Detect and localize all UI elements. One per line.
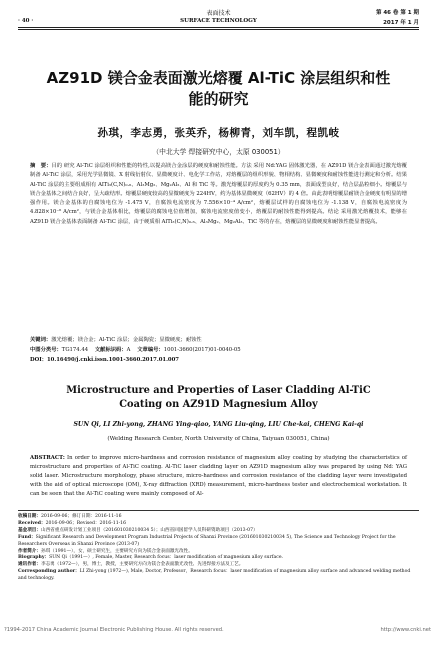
corresponding-cn-label: 通讯作者：	[18, 562, 41, 568]
received-en	[18, 521, 419, 528]
journal-name-cn: 表面技术	[206, 10, 231, 17]
volume-issue: 第 46 卷 第 1 期	[375, 10, 419, 16]
corresponding-en-label: Corresponding author：	[18, 569, 80, 575]
abstract-cn-label: 摘 要：	[30, 163, 52, 169]
corresponding-cn-value: 李志勇（1972—），男，博士，教授，主要研究方向为镁合金表面激光改性、先进焊接方法及工艺。	[40, 562, 244, 568]
copyright-watermark: ?1994-2017 China Academic Journal Electronic Publishing House. All rights reserved.	[4, 627, 224, 633]
footnote-rule	[18, 510, 419, 511]
cnki-link[interactable]: http://www.cnki.net	[380, 627, 431, 633]
corresponding-en	[18, 569, 419, 583]
classification-line	[30, 346, 407, 355]
authors-en: SUN Qi, LI Zhi-yong, ZHANG Ying-qiao, YANG Liu-qing, LIU Che-kai, CHENG Kai-qi	[73, 421, 364, 428]
doi-line	[30, 356, 407, 365]
issue-date: 2017 年 1 月	[383, 20, 419, 26]
article-no-label: 文章编号：	[137, 347, 164, 353]
keywords-cn	[30, 336, 407, 345]
page-number: · 40 ·	[18, 18, 34, 24]
doc-code-value: A	[126, 347, 131, 353]
received-en-value: 2016-09-06；Revised：2016-11-16	[45, 520, 127, 526]
received-cn-value: 2016-09-06；修订日期：2016-11-16	[40, 514, 122, 519]
fund-en-value: Significant Research and Development Program Industrial Projects of Shanxi Province (201601030210034 5), The Science and Technology Project for the Researchers Overseas in Shanxi Province (2013-07)	[18, 534, 396, 547]
bio-en-value: SUN Qi（1991—）, Female, Master, Research focus：laser modification of magnesium alloy surface.	[49, 555, 283, 561]
keywords-cn-label: 关键词：	[30, 337, 52, 343]
abstract-cn-text: 目的 研究 Al-TiC 涂层组织和性能的特性,以提高镁合金涂层的硬度和耐蚀性能。方法 采用 Nd:YAG 固体激光器，在 AZ91D 镁合金表面通过激光熔覆制备 Al-TiC 涂层，采用光学显微镜、X 射线衍射仪、显微硬度计、电化学工作站，对熔覆层的组织形貌、物相结构、显微硬度和耐蚀性能进行测定和分析。结果 Al-TiC 涂层的主要组成相有 AlTi₃(C,N)₀.₆、Al₃Mg₂、Mg₂Al₃、Al 和 TiC 等。激光熔覆层的厚度约为 0.35 mm，表面成型良好，结合层晶粒细小。熔覆层与镁合金基体之间结合良好，呈大疏结形。熔覆层硬度较高的显微硬度为 224HV，约为基体显微硬度（62HV）的 4 倍。由此表明熔覆层耐镁合金硬度有明显的增强作用。镁合金基体的自腐蚀电位为 -1.475 V，自腐蚀电流密度为 7.556×10⁻⁴ A/cm²，熔覆层试样的自腐蚀电位为 -1.138 V，自腐蚀电流密度为 4.828×10⁻⁶ A/cm²，与镁合金基体相比，熔覆层的腐蚀电位值增加，腐蚀电流密度值变小，熔覆层的耐蚀性能得到提高。结论 采用激光熔覆技术，能够在 AZ91D 镁合金基体表面制备 Al-TiC 涂层，由于硬质相 AlTi₃(C,N)₀.₆、Al₃Mg₂、Mg₂Al₃、TiC 等的存在，熔覆层的显微硬度和耐蚀性能显著提高。	[30, 163, 407, 225]
footnotes	[18, 514, 419, 583]
abstract-en-label: ABSTRACT:	[30, 455, 65, 461]
clc-value: TG174.44	[61, 347, 89, 353]
fund-en	[18, 535, 419, 549]
header-rule-top	[18, 27, 419, 28]
received-en-label: Received：	[18, 520, 46, 526]
doi-value: 10.16490/j.cnki.issn.1001-3660.2017.01.007	[46, 357, 179, 363]
doc-code-label: 文献标识码：	[94, 347, 127, 353]
bio-cn-label: 作者简介：	[18, 548, 41, 554]
article-title-cn: AZ91D 镁合金表面激光熔覆 Al-TiC 涂层组织和性能的研究	[46, 69, 391, 108]
received-cn-label: 收稿日期：	[18, 514, 41, 519]
header-rule-bottom	[18, 29, 419, 30]
article-no-value: 1001-3660(2017)01-0040-05	[163, 347, 241, 353]
fund-cn-value: 山西省重点研发计划工业项目（201601030210034 5）；山西省回国留学人员科研资助项目（2013-07）	[40, 527, 258, 533]
article-title-en: Microstructure and Properties of Laser Cladding Al-TiC Coating on AZ91D Magnesium Alloy	[66, 385, 371, 410]
bio-cn-value: 孙琪（1991—），女，硕士研究生，主要研究方向为镁合金表面激光改性。	[40, 548, 193, 554]
abstract-cn	[30, 162, 407, 227]
doi-label: DOI：	[30, 357, 47, 363]
journal-name-en: SURFACE TECHNOLOGY	[180, 18, 257, 24]
affiliation-cn: （中北大学 焊接研究中心，太原 030051）	[152, 148, 285, 156]
authors-cn: 孙琪，李志勇，张英乔，杨柳青，刘车凯，程凯岐	[97, 127, 340, 139]
keywords-cn-text: 激光熔覆；镁合金；Al-TiC 涂层；金属陶瓷；显微硬度；耐蚀性	[51, 337, 202, 343]
affiliation-en: (Welding Research Center, North University of China, Taiyuan 030051, China)	[107, 436, 330, 442]
bio-en-label: Biography：	[18, 555, 50, 561]
abstract-en-text: In order to improve micro-hardness and corrosion resistance of magnesium alloy coating by studying the characteristics of microstructure and properties of Al-TiC coating. Al-TiC laser cladding layer on AZ91D magnesium alloy was prepared by using Nd: YAG solid laser. Microstructure morphology, phase structure, micro-hardness and corrosion resistance of the cladding layer were investigated with the aid of optical microscope (OM), X-ray diffraction (XRD) measurement, micro-hardness tester and electrochemical workstation. It can be seen that the Al-TiC coating were mainly composed of Al-	[30, 455, 407, 498]
abstract-en	[30, 454, 407, 499]
fund-cn-label: 基金项目：	[18, 527, 41, 533]
received-cn	[18, 514, 419, 521]
clc-label: 中图分类号：	[30, 347, 62, 353]
corresponding-en-value: LI Zhi-yong (1972—), Male, Doctor, Professor，Research focus：laser modification of magnesium alloy surface and advanced welding method and technology.	[18, 569, 411, 582]
fund-en-label: Fund：	[18, 534, 36, 540]
fund-cn	[18, 528, 419, 535]
